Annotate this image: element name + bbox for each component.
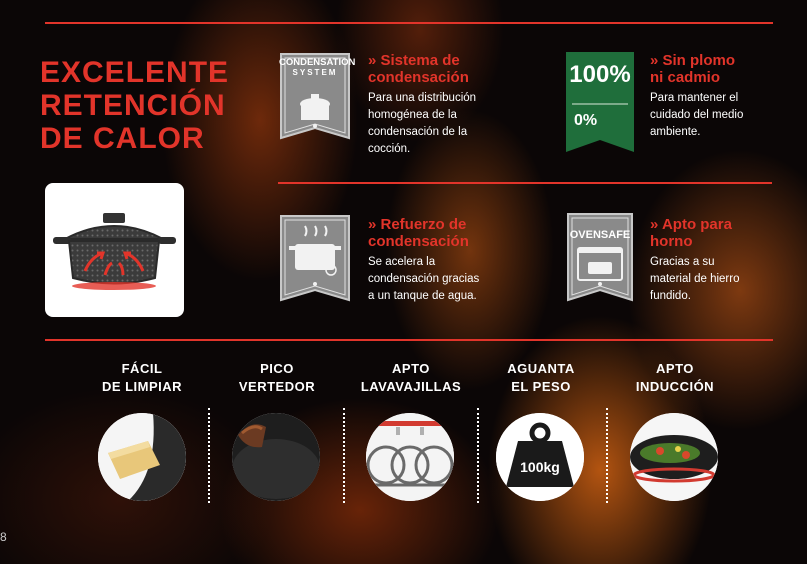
feature-title-line: » Apto para <box>650 216 732 233</box>
feature-desc-line: cocción. <box>368 143 411 155</box>
label-line: FÁCIL <box>121 361 163 376</box>
feature-desc-line: Para mantener el <box>650 92 739 104</box>
induction-icon <box>630 413 718 501</box>
badge-text <box>279 57 356 78</box>
label-line: DE LIMPIAR <box>101 379 183 394</box>
feature-desc-line: cuidado del medio <box>650 109 744 121</box>
headline-line: EXCELENTE <box>40 56 230 89</box>
feature-desc-line: Se acelera la <box>368 256 436 268</box>
feature-desc-line: material de hierro <box>650 273 740 285</box>
lead-free-badge <box>566 52 634 159</box>
headline-line: DE CALOR <box>40 122 205 155</box>
feature-desc-line: condensación gracias <box>368 273 480 285</box>
feature-desc-line: homogénea de la <box>368 109 457 121</box>
pot-product-image <box>45 183 184 317</box>
feature-title <box>368 216 469 250</box>
label-line: EL PESO <box>511 379 571 394</box>
feature-desc-line: Gracias a su <box>650 256 715 268</box>
bottom-divider <box>45 339 773 341</box>
feature-desc-line: Para una distribución <box>368 92 477 104</box>
headline-line: RETENCIÓN <box>40 89 226 122</box>
dotted-separator <box>606 408 608 503</box>
feature-title-line: » Refuerzo de <box>368 216 467 233</box>
dishwasher-icon <box>366 413 454 501</box>
pouring-spout-icon <box>232 413 320 501</box>
feature-description <box>368 254 479 305</box>
dotted-separator <box>343 408 345 503</box>
feature-desc-line: fundido. <box>650 290 691 302</box>
dutch-oven-icon <box>45 183 184 317</box>
feature-title <box>368 52 469 86</box>
feature-title <box>650 52 735 86</box>
easy-clean-label <box>72 360 212 396</box>
middle-divider <box>278 182 772 184</box>
sponge-icon <box>98 413 186 501</box>
feature-desc-line: a un tanque de agua. <box>368 290 477 302</box>
feature-description <box>368 90 476 158</box>
feature-title-line: » Sistema de <box>368 52 460 69</box>
headline <box>40 56 229 155</box>
oven-safe-badge <box>566 212 634 315</box>
weight-value: 100kg <box>520 459 560 475</box>
feature-title-line: condensación <box>368 233 469 250</box>
badge-text: OVENSAFE <box>569 229 631 241</box>
label-line: INDUCCIÓN <box>635 379 715 394</box>
feature-title-line: » Sin plomo <box>650 52 736 69</box>
induction-label <box>605 360 745 396</box>
label-line: APTO <box>656 361 694 376</box>
badge-percent: 100% <box>569 61 631 88</box>
label-line: AGUANTA <box>507 361 575 376</box>
label-line: APTO <box>392 361 430 376</box>
pouring-spout-label <box>207 360 347 396</box>
page-number: 8 <box>0 530 7 544</box>
feature-title-line: horno <box>650 233 693 250</box>
label-line: LAVAVAJILLAS <box>360 379 462 394</box>
feature-description <box>650 90 743 141</box>
dishwasher-label <box>341 360 481 396</box>
label-line: VERTEDOR <box>238 379 316 394</box>
feature-title <box>650 216 732 250</box>
feature-title-line: condensación <box>368 69 469 86</box>
dotted-separator <box>208 408 210 503</box>
feature-desc-line: ambiente. <box>650 126 701 138</box>
feature-description <box>650 254 739 305</box>
condensation-system-badge <box>279 52 356 153</box>
badge-zero-percent: 0% <box>574 112 598 129</box>
top-divider <box>45 22 773 24</box>
weight-icon <box>496 413 584 501</box>
dotted-separator <box>477 408 479 503</box>
badge-line: SYSTEM <box>292 68 338 77</box>
label-line: PICO <box>260 361 294 376</box>
badge-line: CONDENSATION <box>279 57 356 68</box>
feature-title-line: ni cadmio <box>650 69 721 86</box>
water-tank-badge <box>279 214 351 315</box>
feature-desc-line: condensación de la <box>368 126 468 138</box>
weight-label <box>471 360 611 396</box>
